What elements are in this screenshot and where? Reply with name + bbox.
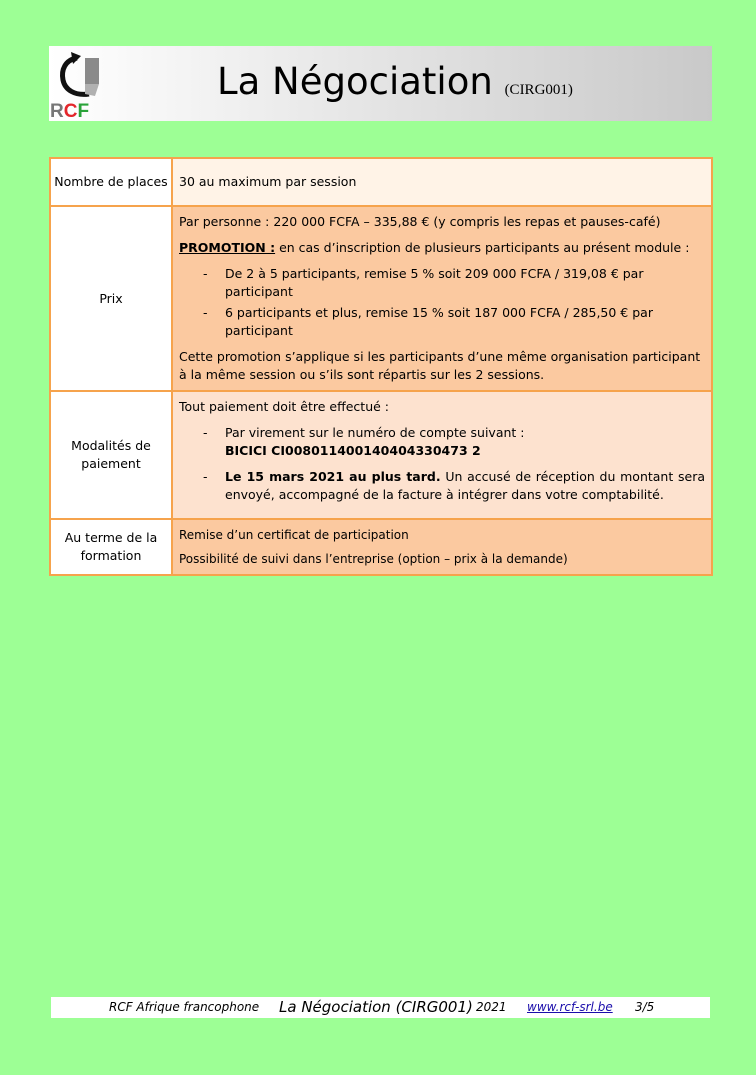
prix-line: Par personne : 220 000 FCFA – 335,88 € (y compris les repas et pauses-café) <box>179 214 661 229</box>
label-paiement: Modalités de paiement <box>50 391 172 519</box>
account-number: BICICI CI008011400140404330473 2 <box>225 443 481 458</box>
paiement-intro: Tout paiement doit être effectué : <box>179 399 389 414</box>
promo-label: PROMOTION : <box>179 240 276 255</box>
transfer-text: Par virement sur le numéro de compte suivant : <box>225 425 525 440</box>
value-places <box>172 158 712 206</box>
places-text: 30 au maximum par session <box>179 174 357 189</box>
row-prix <box>50 206 712 391</box>
website-link[interactable]: www.rcf-srl.be <box>527 1000 613 1014</box>
promo-text: en cas d’inscription de plusieurs participants au présent module : <box>275 240 690 255</box>
value-terme <box>172 519 712 575</box>
label-places: Nombre de places <box>50 158 172 206</box>
label-prix: Prix <box>50 206 172 391</box>
list-item: - 6 participants et plus, remise 15 % soit 187 000 FCFA / 285,50 € par participant <box>179 304 705 340</box>
logo-wordmark: RCF <box>50 101 90 122</box>
title-text: La Négociation <box>217 60 493 103</box>
page-footer <box>51 997 710 1018</box>
promo-line <box>179 239 705 257</box>
list-item <box>179 424 705 460</box>
page-header <box>49 46 712 121</box>
paiement-list <box>179 424 705 504</box>
row-places <box>50 158 712 206</box>
label-terme: Au terme de la formation <box>50 519 172 575</box>
footer-year: 2021 <box>476 1000 507 1014</box>
value-paiement <box>172 391 712 519</box>
page-title <box>217 60 573 103</box>
promo-note: Cette promotion s’applique si les participants d’une même organisation participant à la même session ou s’ils sont répartis sur les 2 sessions. <box>179 349 701 382</box>
course-code: (CIRG001) <box>504 82 573 98</box>
footer-org: RCF Afrique francophone <box>109 1000 260 1014</box>
deadline-text: Un accusé de réception du montant sera envoyé, accompagné de la facture à intégrer dans votre comptabilité. <box>225 469 705 502</box>
terme-line-1: Remise d’un certificat de participation <box>179 528 409 542</box>
list-item <box>179 468 705 504</box>
value-prix <box>172 206 712 391</box>
footer-link-wrap <box>527 1000 613 1014</box>
footer-title: La Négociation (CIRG001) <box>279 998 473 1016</box>
list-item: - De 2 à 5 participants, remise 5 % soit 209 000 FCFA / 319,08 € par participant <box>179 265 705 301</box>
terme-line-2: Possibilité de suivi dans l’entreprise (option – prix à la demande) <box>179 552 568 566</box>
rcf-logo <box>49 46 105 121</box>
footer-page: 3/5 <box>635 1000 655 1014</box>
row-terme <box>50 519 712 575</box>
row-paiement <box>50 391 712 519</box>
promo-list <box>179 265 705 340</box>
rcf-logo-icon <box>55 48 99 102</box>
course-info-table <box>49 157 713 576</box>
deadline: Le 15 mars 2021 au plus tard. <box>225 469 441 484</box>
